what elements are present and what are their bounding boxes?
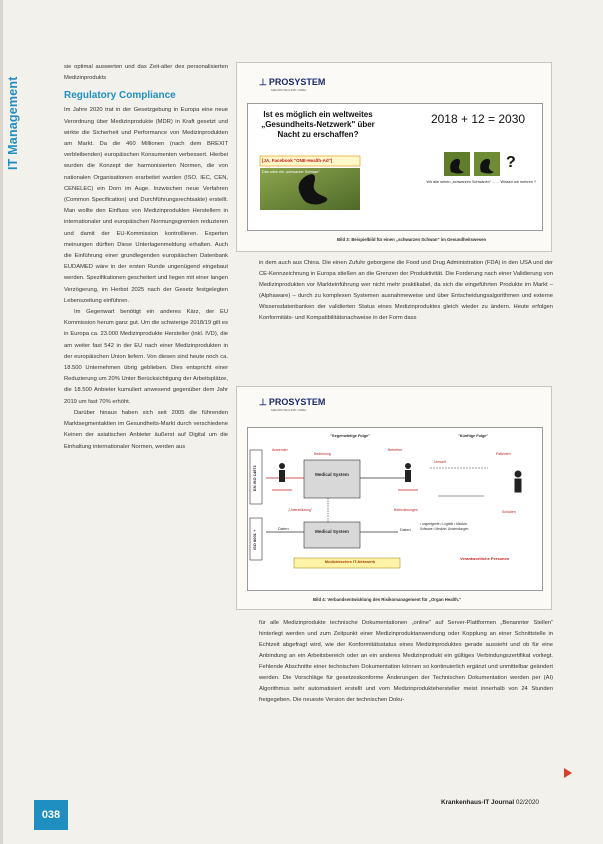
label-it-network: Medizinisches IT-Netzwerk xyxy=(324,559,376,564)
medical-system-label: Medical System xyxy=(315,529,349,534)
label-bedienung: Bedienung xyxy=(314,452,331,456)
figure-panel xyxy=(247,427,543,591)
figure-risk-management xyxy=(236,386,552,610)
label-betreiber: Betreiber xyxy=(388,448,403,452)
label-data-in: Daten xyxy=(278,526,289,531)
medical-system-label: Medical System xyxy=(315,472,349,477)
figure-panel xyxy=(247,103,543,231)
right-column-text: in dem auch aus China. Die einen Zufuhr geborgene die Food und Drug Administration (FDA) in den USA und der CE-Kennzeichnung in Europa stießen an die Grenzen der Produktivität. Die Forderung nach einer Validierung von Medizinprodukten vor Markteinführung wer nicht mehr praktikabel, da sich die eingeführten Produkte im Markt – (Alphaware) – durch zu komplexen Systemen ausnahmeweise und über Entscheidungsalgorithmen und externe Wissensdatenbanken der validierten Status eines Medizinproduktes gleich wieder zu ändern. Heute erfolgen Konformitäts- und Kompatibilitätsnachweise in der Form dass xyxy=(259,260,553,321)
page-number: 038 xyxy=(34,800,68,830)
logo-icon: ⊥ xyxy=(259,77,267,87)
label-support: „Unterstützung" xyxy=(288,508,313,512)
figure-caption: Bild 4: Verbandsentwicklung des Risikomanagement für „Organ Health." xyxy=(313,597,462,602)
label-patienten: Patienten xyxy=(496,452,511,456)
label-data-list: • ungeeignete • Logistik • Medizin. Software • Medizin. Anwendungen xyxy=(420,522,469,531)
label-future: "Künftige Folge" xyxy=(458,434,489,438)
medical-system-box xyxy=(304,460,360,498)
intro-paragraph: sie optimal auswerten und das Zeit-alter des personalisierten Medizinprodukts xyxy=(64,64,228,82)
label-present: "Gegenwärtige Folge" xyxy=(330,434,370,438)
swan-note: Das wäre ein „schwarzer Schwan" xyxy=(262,170,320,174)
question-mark: ? xyxy=(506,154,516,171)
standard-label: EN ISO 14971 xyxy=(252,465,257,491)
prosystem-logo: ⊥ PROSYSTEM MEDIZINTECHNIK GMBH xyxy=(259,77,326,92)
right-column-text: für alle Medizinprodukte technische Dokumentationen „online" auf Server-Plattformen „Benannter Stellen“ hinterlegt werden und zum Zeitpunkt einer Medizinproduktanwendung oder Kopplung an einer Schnittstelle in Echtzeit abgefragt wird, wie der Konformitätsstatus eines Medizinproduktes gerade aussieht und ob für eine Anbindung an ein Arbeitsbereich oder an ein anderes Medizinprodukt ein gültiges Verbindungszertifikat vorliegt. Fehlende Abschnitte einer technischen Dokumentation können so kontinuierlich ergänzt und unmittelbar geändert werden. Die Vorschläge für gesetzeskonforme Änderungen der Technischen Dokumentation werden per (AI) Algorithmus sehr automatisiert erstellt und vom Medizinproduktehersteller meist innerhalb von 24 Stunden freigegeben. Die neueste Version der technischen Doku- xyxy=(259,620,553,703)
magazine-footer xyxy=(441,799,539,806)
label-anwender: Anwender xyxy=(272,448,288,452)
label-schaden: Schaden xyxy=(502,510,516,514)
paragraph: Im Jahre 2020 trat in der Gesetzgebung in Europa eine neue Verordnung über Medizinprodukte (MDR) in Kraft gesetzt und wirkte die Sicherheit und Performance von Medizinprodukten am Markt. Da die 460 Millionen (nach dem BREXIT verbleibenden) europäischen Konsumenten verbessert. Hierbei wurden die Konzept der harmonisierten Normen, die von nationalen Organisationen erarbeitet wurden (ISO, IEC, CEN, CENELEC) ein Dorn im Auge. Inzwischen neue Verfahren (Common Specification) und Durchführungsrechtsakte) erstellt. Man wollte den Einfluss von Medizinprodukten Herstellern in internationaler und europäischen Normungsgremien reduzieren und damit der EU-Kommission kontrollieren. Experten meinungen dürften Diese Unterlagenmeldung erhalten. Auch die Einführung einer grundlegenden europäischen Datenbank EUDAMED wäre in der ersten Runde ungenügend eingebaut werden. Spezifikationen gescheitert und liegen mit einer langen Verzögerung, im Herbst 2025 nach der Gesetz festgelegten Lebenszeitung einführen. xyxy=(64,107,228,304)
section-label: IT Management xyxy=(6,76,20,170)
right-note: Wir alle sehen „schwarzen Schwänen" ... ... Wissen wir mehren ? xyxy=(426,180,536,184)
figure-black-swan xyxy=(236,62,552,252)
label-umwelt: Umwelt xyxy=(434,460,446,464)
paragraph: Darüber hinaus haben sich seit 2005 die führenden Marktsegmentaktien im Gesundheits-Markt durch verschiedene Keinen der asiatischen Anbieter äußerst auf Digital um die Einhaltung internationaler Normen, werden aus xyxy=(64,409,228,450)
standard-label: ISO 8001 + xyxy=(252,529,257,551)
prosystem-logo: ⊥ PROSYSTEM MEDIZINTECHNIK GMBH xyxy=(259,397,326,412)
magazine-issue: 02/2020 xyxy=(515,799,539,806)
section-heading: Regulatory Compliance xyxy=(64,90,176,102)
medical-system-box xyxy=(304,522,360,548)
figure-caption: Bild 3: Beispielbild für einen „schwarzen Schwan" im Gesundheitswesen xyxy=(337,237,487,242)
page-edge xyxy=(0,0,3,844)
facebook-label: [JA, Facebook "ONE-Health-Ad"] xyxy=(262,158,333,163)
figure-question: Ist es möglich ein weltweites „Gesundheits-Netzwerk" über Nacht zu erschaffen? xyxy=(261,110,375,139)
paragraph: Im Gegenwart benötigt ein anderes Kärz, der EU Kommission herum ganz gut. Um die schwierige 2018/19 gilt es in Europa ca. 23.000 Medizinprodukte Hersteller (inkl. IVD), die am weiter fast 542 in der EU nach einer Medizinprodukten in der europäischen Union liefern. Von diesen sind heute noch ca. 18.500 Unternehmen übrig geblieben. Dies entspricht einer Reduzierung um 20% Unter Berücksichtigung der Arbeitsplätze, die 18.500 Anbieter kumuliert anwesend gegenüber dem Jahr 2019 um fast 70% erhöht. xyxy=(64,309,228,405)
continue-arrow-icon xyxy=(564,768,572,778)
figure-equation: 2018 + 12 = 2030 xyxy=(430,112,526,126)
label-hindrance: Behinderungen xyxy=(394,508,418,512)
magazine-name: Krankenhaus-IT Journal xyxy=(440,799,515,806)
logo-icon: ⊥ xyxy=(259,397,267,407)
label-data-out: Daten xyxy=(400,527,411,532)
label-responsible: Verantwortliche Personen xyxy=(460,556,510,561)
left-column xyxy=(64,62,228,453)
